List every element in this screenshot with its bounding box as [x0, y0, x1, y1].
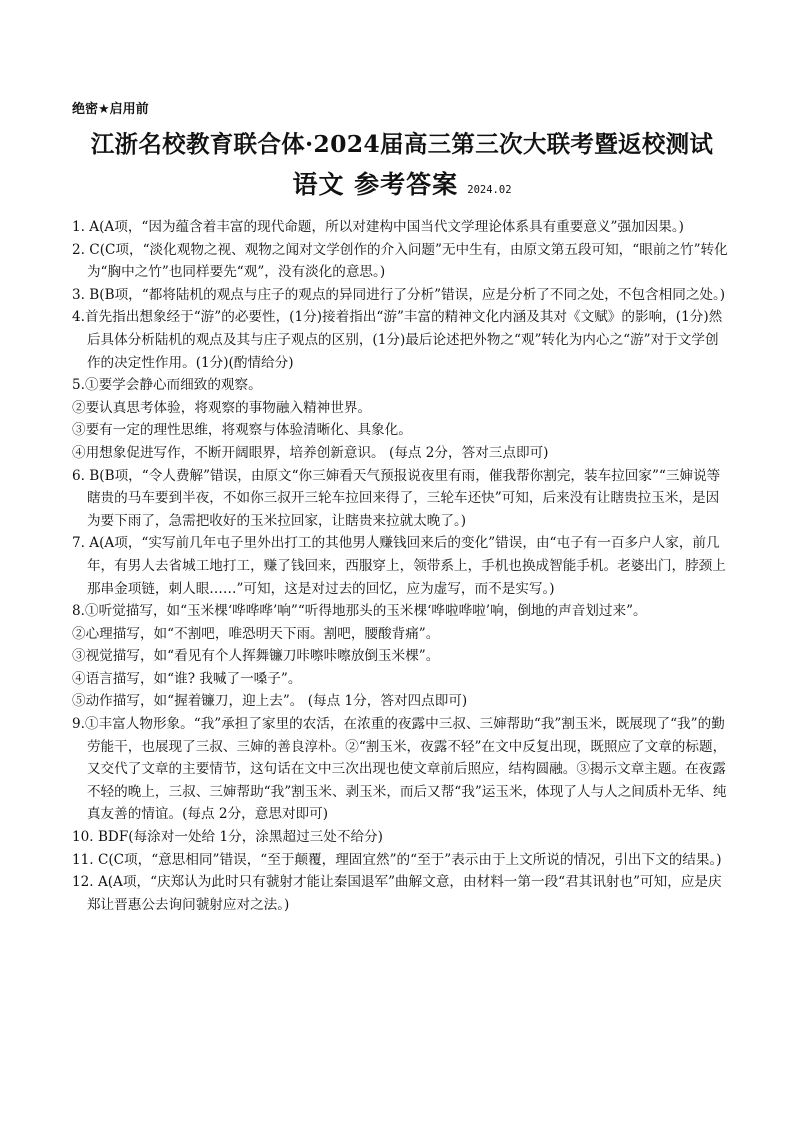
answer-list — [72, 216, 732, 916]
answer-item: 8.①听觉描写，如“玉米棵‘哗哗哗’响”“听得地那头的玉米棵‘哗啦哗啦’响，倒地的声音划过来”。 — [72, 603, 647, 620]
answer-sheet — [72, 98, 732, 916]
subtitle-text: 语文 参考答案 — [292, 170, 459, 199]
answer-item: 6. B(B项，“令人费解”错误，由原文“你三婶看天气预报说夜里有雨，催我帮你割完，装车拉回家”“三婶说等瞎贵的马车要到半夜，不如你三叔开三轮车拉回来得了，三轮车还快”可知，后来没有让瞎贵拉玉米，是因为要下雨了，急需把收好的玉米拉回家，让瞎贵来拉就太晚了。) — [72, 467, 721, 529]
answer-item: 1. A(A项，“因为蕴含着丰富的现代命题，所以对建构中国当代文学理论体系具有重要意义”强加因果。) — [72, 219, 684, 235]
answer-item: ②要认真思考体验，将观察的事物融入精神世界。 — [72, 399, 372, 416]
answer-item: ④语言描写，如“谁? 我喊了一嗓子”。 — [72, 670, 302, 687]
answer-item: ⑤动作描写，如“握着镰刀，迎上去”。 (每点 1分，答对四点即可) — [72, 693, 468, 710]
answer-item: 10. BDF(每涂对一处给 1分，涂黑超过三处不给分) — [72, 829, 383, 846]
answer-item: 7. A(A项，“实写前几年屯子里外出打工的其他男人赚钱回来后的变化”错误，由“屯子有一百多户人家，前几年，有男人去省城工地打工，赚了钱回来，西服穿上，领带系上，手机也换成智能手机。老婆出门，脖颈上那串金项链，刺人眼……”可知，这是对过去的回忆，应为虚写，而不是实写。) — [72, 535, 726, 597]
answer-item: 9.①丰富人物形象。“我”承担了家里的农活，在浓重的夜露中三叔、三婶帮助“我”割玉米，既展现了“我”的勤劳能干，也展现了三叔、三婶的善良淳朴。②“割玉米，夜露不轻”在文中反复出现，既照应了文章的标题，又交代了文章的主要情节，这句话在文中三次出现也使文章前后照应，结构圆融。③揭示文章主题。在夜露不轻的晚上，三叔、三婶帮助“我”割玉米、剥玉米，而后又帮“我”运玉米，体现了人与人之间质朴无华、纯真友善的情谊。(每点 2分，意思对即可) — [72, 716, 727, 823]
answer-item: 11. C(C项，“意思相同”错误，“至于颠覆，理固宜然”的“至于”表示由于上文所说的情况，引出下文的结果。) — [72, 851, 722, 868]
secret-label: 绝密★启用前 — [72, 102, 149, 117]
answer-item: 2. C(C项，“淡化观物之视、观物之闻对文学创作的介入问题”无中生有，由原文第五段可知，“眼前之竹”转化为“胸中之竹”也同样要先“观”，没有淡化的意思。) — [72, 241, 728, 281]
answer-item: 4.首先指出想象经于“游”的必要性，(1分)接着指出“游”丰富的精神文化内涵及其对《文赋》的影响，(1分)然后具体分析陆机的观点及其与庄子观点的区别，(1分)最后论述把外物之“观”转化为内心之“游”对于文学创作的决定性作用。(1分)(酌情给分) — [72, 309, 723, 371]
answer-item: ③视觉描写，如“看见有个人挥舞镰刀咔嚓咔嚓放倒玉米棵”。 — [72, 648, 440, 665]
answer-item: 12. A(A项，“庆郑认为此时只有虢射才能让秦国退军”曲解文意，由材料一第一段“君其讯射也”可知，应是庆郑让晋惠公去询问虢射应对之法。) — [72, 874, 722, 913]
exam-date: 2024.02 — [467, 184, 512, 196]
answer-item: 3. B(B项，“都将陆机的观点与庄子的观点的异同进行了分析”错误，应是分析了不同之处，不包含相同之处。) — [72, 286, 726, 303]
answer-item: ②心理描写，如“不割吧，唯恐明天下雨。割吧，腰酸背痛”。 — [72, 625, 440, 642]
answer-item: ④用想象促进写作，不断开阔眼界，培养创新意识。 (每点 2分，答对三点即可) — [72, 444, 549, 461]
answer-item: 5.①要学会静心而细致的观察。 — [72, 377, 262, 394]
answer-item: ③要有一定的理性思维，将观察与体验清晰化、具象化。 — [72, 422, 412, 439]
page-title: 江浙名校教育联合体·2024届高三第三次大联考暨返校测试 — [90, 130, 714, 158]
page-subtitle — [72, 165, 732, 210]
